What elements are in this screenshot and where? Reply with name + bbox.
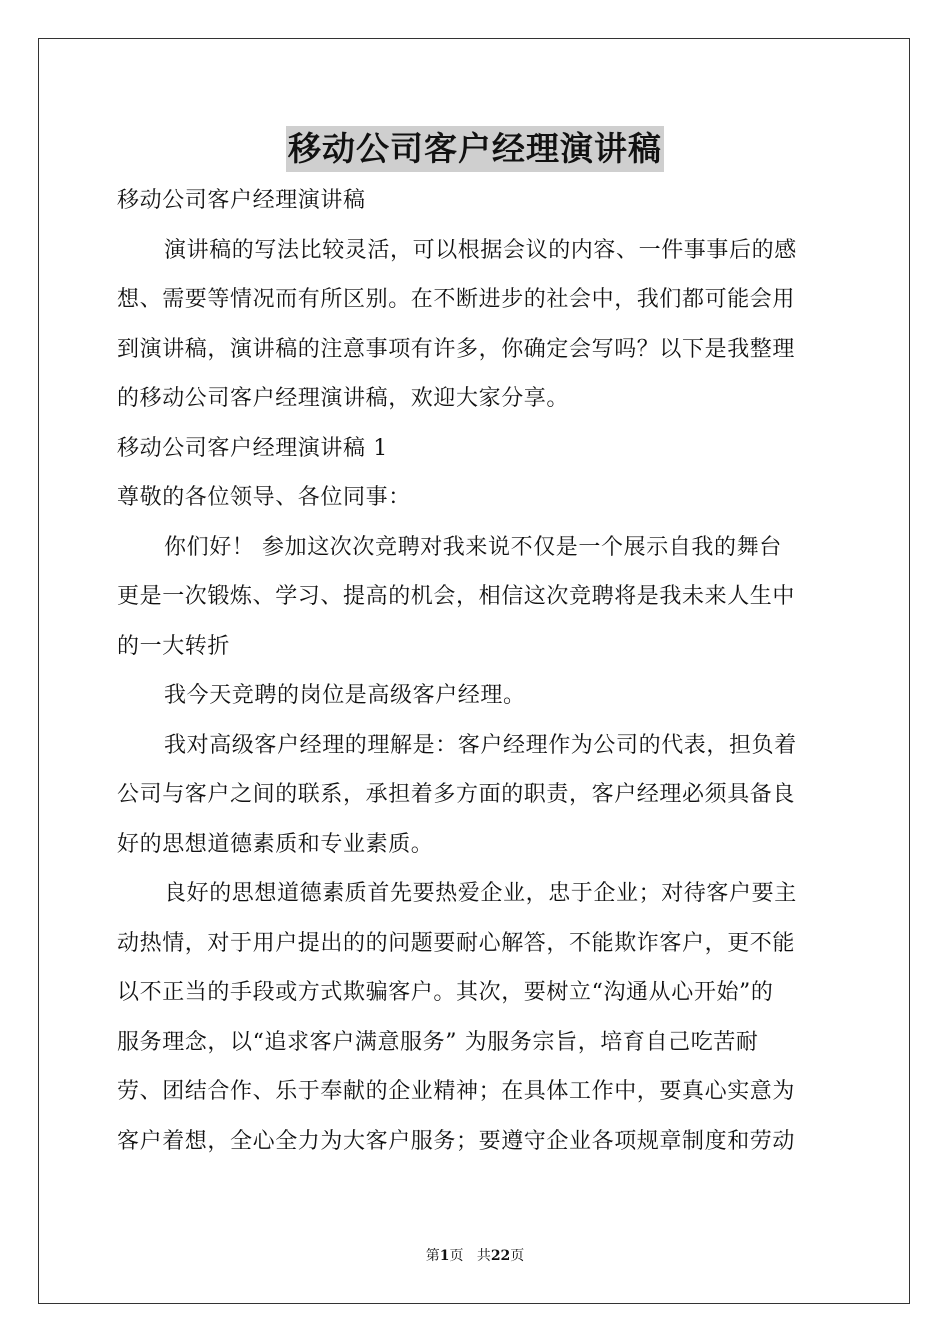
- text-line: 你们好！ 参加这次次竞聘对我来说不仅是一个展示自我的舞台: [164, 534, 782, 560]
- text-line: 我对高级客户经理的理解是：客户经理作为公司的代表，担负着: [164, 732, 797, 758]
- text-line: 公司与客户之间的联系，承担着多方面的职责，客户经理必须具备良: [117, 782, 796, 807]
- footer-page-suffix: 页: [449, 1248, 464, 1264]
- text-line: 演讲稿的写法比较灵活，可以根据会议的内容、一件事事后的感: [164, 237, 797, 263]
- text-line: 以不正当的手段或方式欺骗客户。其次，要树立“沟通从心开始”的: [117, 980, 774, 1005]
- text-line: 到演讲稿，演讲稿的注意事项有许多，你确定会写吗？以下是我整理: [117, 336, 796, 362]
- footer-page-prefix: 第: [425, 1248, 440, 1264]
- text-line: 我今天竞聘的岗位是高级客户经理。: [164, 683, 526, 708]
- text-line: 客户着想，全心全力为大客户服务；要遵守企业各项规章制度和劳动: [117, 1128, 796, 1154]
- text-line: 动热情，对于用户提出的的问题要耐心解答，不能欺诈客户，更不能: [117, 930, 796, 956]
- document-title: 移动公司客户经理演讲稿: [286, 126, 664, 172]
- text-line: 好的思想道德素质和专业素质。: [117, 831, 434, 857]
- text-line: 劳、团结合作、乐于奉献的企业精神；在具体工作中，要真心实意为: [117, 1079, 796, 1104]
- text-line: 服务理念，以“追求客户满意服务” 为服务宗旨，培育自己吃苦耐: [117, 1029, 759, 1055]
- footer-total-pages: 22: [490, 1248, 511, 1264]
- text-line: 移动公司客户经理演讲稿: [117, 188, 366, 213]
- text-line: 想、需要等情况而有所区别。在不断进步的社会中，我们都可能会用: [117, 287, 796, 312]
- document-body: [117, 176, 833, 1166]
- footer-page-number: 1: [439, 1248, 450, 1264]
- footer-total-suffix: 页: [510, 1248, 525, 1264]
- text-line: 尊敬的各位领导、各位同事：: [117, 485, 411, 510]
- text-line: 良好的思想道德素质首先要热爱企业，忠于企业；对待客户要主: [164, 881, 797, 906]
- footer-total-prefix: 共: [476, 1248, 491, 1264]
- text-line: 更是一次锻炼、学习、提高的机会，相信这次竞聘将是我未来人生中: [117, 584, 796, 609]
- title-container: [0, 126, 950, 172]
- text-line: 的一大转折: [117, 633, 231, 659]
- page-footer: [0, 1247, 950, 1265]
- text-line: 移动公司客户经理演讲稿 1: [117, 435, 388, 461]
- text-line: 的移动公司客户经理演讲稿，欢迎大家分享。: [117, 386, 570, 411]
